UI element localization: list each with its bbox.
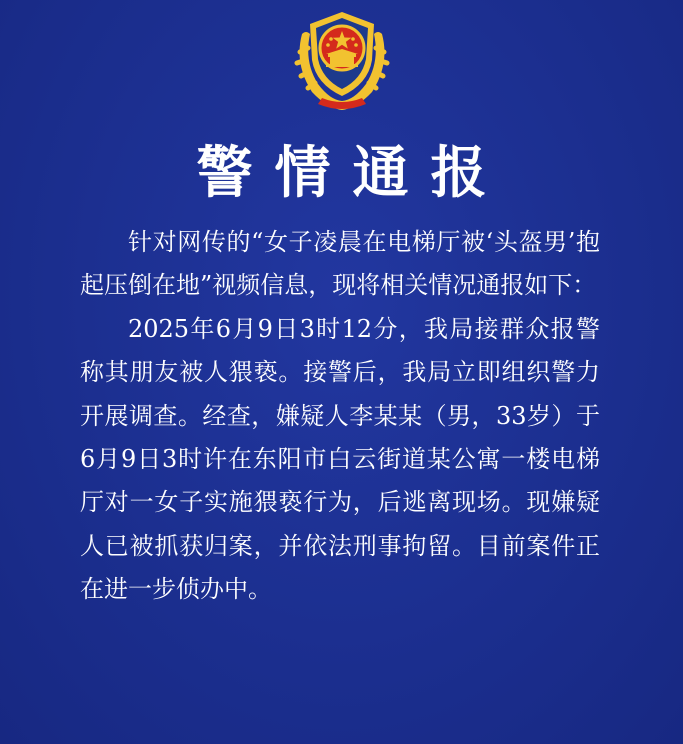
police-emblem-icon xyxy=(282,4,402,114)
notice-paragraph-details: 2025年6月9日3时12分，我局接群众报警称其朋友被人猥亵。接警后，我局立即组织警力开展调查。经查，嫌疑人李某某（男，33岁）于6月9日3时许在东阳市白云街道某公寓一楼电梯厅对一女子实施猥亵行为，后逃离现场。现嫌疑人已被抓获归案，并依法刑事拘留。目前案件正在进一步侦办中。 xyxy=(80,314,600,604)
notice-title: 警情通报 xyxy=(196,140,509,206)
notice-body xyxy=(80,221,600,612)
notice-paragraph-intro: 针对网传的“女子凌晨在电梯厅被‘头盔男’抱起压倒在地”视频信息，现将相关情况通报如下： xyxy=(80,228,600,300)
